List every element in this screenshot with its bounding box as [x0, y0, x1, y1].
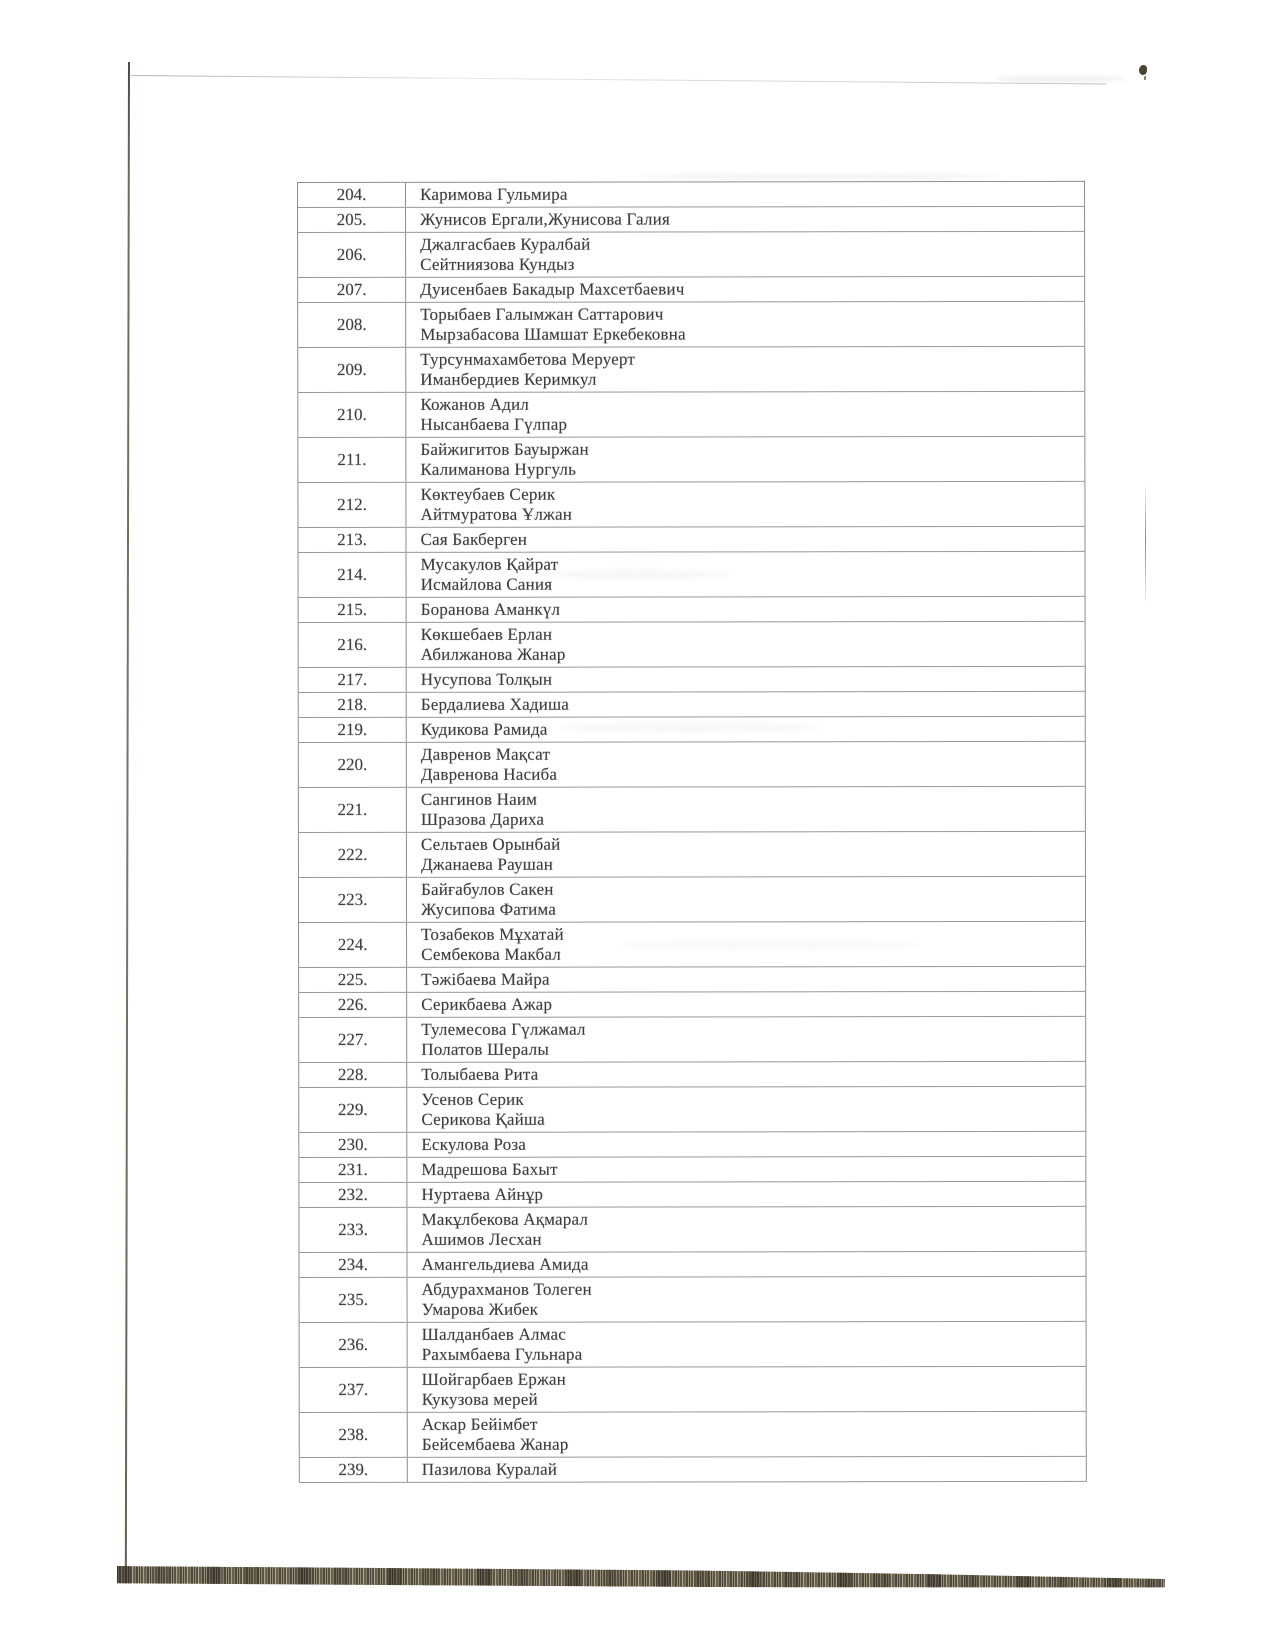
row-names [407, 597, 1085, 622]
person-name: Бердалиева Хадиша [420, 694, 570, 714]
row-number: 215. [299, 598, 407, 622]
page-top-edge [131, 75, 1106, 85]
row-number: 211. [298, 438, 406, 482]
row-names [407, 832, 1085, 877]
scratch-line [1145, 487, 1146, 601]
row-number: 233. [299, 1208, 407, 1252]
row-number: 236. [300, 1323, 408, 1367]
table-row [299, 1157, 1085, 1183]
table-row [299, 1182, 1085, 1208]
row-number: 228. [299, 1063, 407, 1087]
person-name: Турсунмахамбетова Меруерт [420, 349, 636, 369]
row-number: 204. [298, 183, 406, 207]
person-name: Кукузова мерей [421, 1389, 538, 1409]
row-names [407, 742, 1085, 787]
table-row [299, 787, 1085, 833]
row-number: 237. [300, 1368, 408, 1412]
names-table-body [298, 182, 1086, 1483]
row-number: 218. [299, 693, 407, 717]
table-row [299, 1207, 1085, 1253]
table-row [299, 1252, 1085, 1278]
row-names [407, 992, 1085, 1017]
person-name: Байжигитов Бауыржан [420, 439, 589, 459]
row-names [407, 787, 1085, 832]
person-name: Бейсембаева Жанар [421, 1434, 569, 1454]
person-name: Аскар Бейімбет [421, 1414, 538, 1434]
row-number: 232. [299, 1183, 407, 1207]
table-row [299, 1132, 1085, 1158]
row-number: 222. [299, 833, 407, 877]
person-name: Сая Бакберген [420, 529, 528, 549]
page-bottom-fringe [117, 1566, 1165, 1589]
table-row [298, 347, 1084, 393]
person-name: Умарова Жибек [421, 1299, 539, 1319]
person-name: Айтмуратова Ұлжан [420, 504, 573, 524]
table-row [300, 1322, 1086, 1368]
table-row [298, 482, 1084, 528]
person-name: Жусипова Фатима [421, 899, 557, 919]
table-row [298, 232, 1084, 278]
person-name: Торыбаев Галымжан Саттарович [420, 304, 664, 324]
row-names [406, 232, 1084, 277]
person-name: Сангинов Наим [420, 789, 538, 809]
row-number: 224. [299, 923, 407, 967]
person-name: Ескулова Роза [421, 1134, 527, 1154]
person-name: Абилжанова Жанар [420, 644, 566, 664]
row-number: 219. [299, 718, 407, 742]
table-row [298, 182, 1084, 208]
person-name: Мадрешова Бахыт [421, 1159, 558, 1179]
person-name: Каримова Гульмира [420, 184, 568, 204]
person-name: Дуисенбаев Бакадыр Махсетбаевич [420, 279, 685, 299]
row-number: 230. [299, 1133, 407, 1157]
row-names [406, 347, 1084, 392]
row-names [408, 1412, 1086, 1457]
table-row [298, 392, 1084, 438]
person-name: Кожанов Адил [420, 394, 529, 414]
row-number: 213. [298, 528, 406, 552]
row-number: 226. [299, 993, 407, 1017]
table-row [299, 552, 1085, 598]
row-names [407, 1207, 1085, 1252]
table-row [299, 622, 1085, 668]
row-number: 221. [299, 788, 407, 832]
row-names [407, 1182, 1085, 1207]
person-name: Тулемесова Гүлжамал [421, 1019, 586, 1039]
table-row [300, 1457, 1086, 1483]
person-name: Серикова Қайша [421, 1109, 545, 1129]
row-number: 229. [299, 1088, 407, 1132]
person-name: Боранова Аманкүл [420, 599, 561, 619]
ink-speck [1139, 65, 1147, 75]
table-row [299, 967, 1085, 993]
scan-smudge [640, 174, 1000, 179]
person-name: Сейтниязова Кундыз [420, 254, 575, 274]
row-names [406, 392, 1084, 437]
table-row [298, 207, 1084, 233]
row-names [407, 1087, 1085, 1132]
person-name: Полатов Шералы [421, 1039, 549, 1059]
table-row [299, 717, 1085, 743]
row-names [407, 877, 1085, 922]
table-row [299, 597, 1085, 623]
table-row [300, 1367, 1086, 1413]
page-left-edge [125, 62, 130, 1574]
row-number: 227. [299, 1018, 407, 1062]
row-number: 231. [299, 1158, 407, 1182]
table-row [298, 437, 1084, 483]
row-number: 234. [299, 1253, 407, 1277]
row-names [407, 1157, 1085, 1182]
person-name: Сельтаев Орынбай [420, 834, 561, 854]
table-row [299, 832, 1085, 878]
person-name: Иманбердиев Керимкул [420, 369, 597, 389]
table-row [300, 1412, 1086, 1458]
row-names [407, 922, 1085, 967]
table-row [299, 877, 1085, 923]
person-name: Нуртаева Айнұр [421, 1184, 544, 1204]
table-row [298, 527, 1084, 553]
table-row [298, 302, 1084, 348]
person-name: Шразова Дариха [420, 809, 545, 829]
person-name: Серикбаева Ажар [421, 994, 553, 1014]
person-name: Абдурахманов Толеген [421, 1279, 592, 1299]
row-number: 239. [300, 1458, 408, 1482]
row-number: 217. [299, 668, 407, 692]
person-name: Калиманова Нургуль [420, 459, 577, 479]
table-row [299, 692, 1085, 718]
person-name: Исмайлова Сания [420, 574, 553, 594]
row-names [406, 482, 1084, 527]
row-names [407, 667, 1085, 692]
row-names [406, 277, 1084, 302]
person-name: Нысанбаева Гүлпар [420, 414, 568, 434]
person-name: Толыбаева Рита [421, 1064, 539, 1084]
row-names [407, 1252, 1085, 1277]
row-names [406, 437, 1084, 482]
row-number: 225. [299, 968, 407, 992]
table-row [299, 667, 1085, 693]
row-names [406, 527, 1084, 552]
row-names [407, 622, 1085, 667]
row-number: 214. [299, 553, 407, 597]
person-name: Ашимов Лесхан [421, 1229, 542, 1249]
scan-smudge [995, 76, 1125, 82]
person-name: Амангельдиева Амида [421, 1254, 589, 1274]
person-name: Рахымбаева Гульнара [421, 1344, 583, 1364]
row-names [407, 967, 1085, 992]
table-row [299, 992, 1085, 1018]
person-name: Тозабеков Мұхатай [421, 924, 564, 944]
row-number: 210. [298, 393, 406, 437]
row-number: 238. [300, 1413, 408, 1457]
row-names [407, 1132, 1085, 1157]
person-name: Джалгасбаев Куралбай [420, 234, 591, 254]
row-names [406, 182, 1084, 207]
person-name: Сембекова Макбал [421, 944, 561, 964]
person-name: Нусупова Толқын [420, 669, 553, 689]
person-name: Көктеубаев Серик [420, 484, 556, 504]
row-names [406, 302, 1084, 347]
row-number: 216. [299, 623, 407, 667]
row-names [408, 1367, 1086, 1412]
table-row [299, 1017, 1085, 1063]
row-names [407, 552, 1085, 597]
person-name: Тәжібаева Майра [421, 969, 550, 989]
table-row [299, 742, 1085, 788]
row-names [407, 1062, 1085, 1087]
row-names [408, 1322, 1086, 1367]
person-name: Мырзабасова Шамшат Еркебековна [420, 324, 686, 344]
row-number: 207. [298, 278, 406, 302]
table-row [300, 1277, 1086, 1323]
person-name: Мусакулов Қайрат [420, 554, 559, 574]
person-name: Пазилова Куралай [421, 1459, 558, 1479]
person-name: Макұлбекова Ақмарал [421, 1209, 589, 1229]
person-name: Усенов Серик [421, 1089, 524, 1109]
row-number: 206. [298, 233, 406, 277]
row-names [407, 717, 1085, 742]
person-name: Кудикова Рамида [420, 719, 548, 739]
person-name: Шалданбаев Алмас [421, 1324, 566, 1344]
row-number: 209. [298, 348, 406, 392]
row-number: 223. [299, 878, 407, 922]
person-name: Давренов Мақсат [420, 744, 551, 764]
table-row [298, 277, 1084, 303]
row-number: 205. [298, 208, 406, 232]
person-name: Шойгарбаев Ержан [421, 1369, 566, 1389]
person-name: Көкшебаев Ерлан [420, 624, 553, 644]
person-name: Жунисов Ергали,Жунисова Галия [420, 209, 670, 229]
person-name: Байғабулов Сакен [420, 879, 554, 899]
row-names [408, 1457, 1086, 1482]
row-names [406, 207, 1084, 232]
row-names [407, 692, 1085, 717]
row-names [408, 1277, 1086, 1322]
person-name: Джанаева Раушан [420, 854, 554, 874]
table-row [299, 922, 1085, 968]
row-number: 208. [298, 303, 406, 347]
table-row [299, 1087, 1085, 1133]
table-row [299, 1062, 1085, 1088]
row-names [407, 1017, 1085, 1062]
person-name: Давренова Насиба [420, 764, 558, 784]
row-number: 220. [299, 743, 407, 787]
row-number: 212. [298, 483, 406, 527]
names-table [297, 181, 1087, 1483]
row-number: 235. [300, 1278, 408, 1322]
